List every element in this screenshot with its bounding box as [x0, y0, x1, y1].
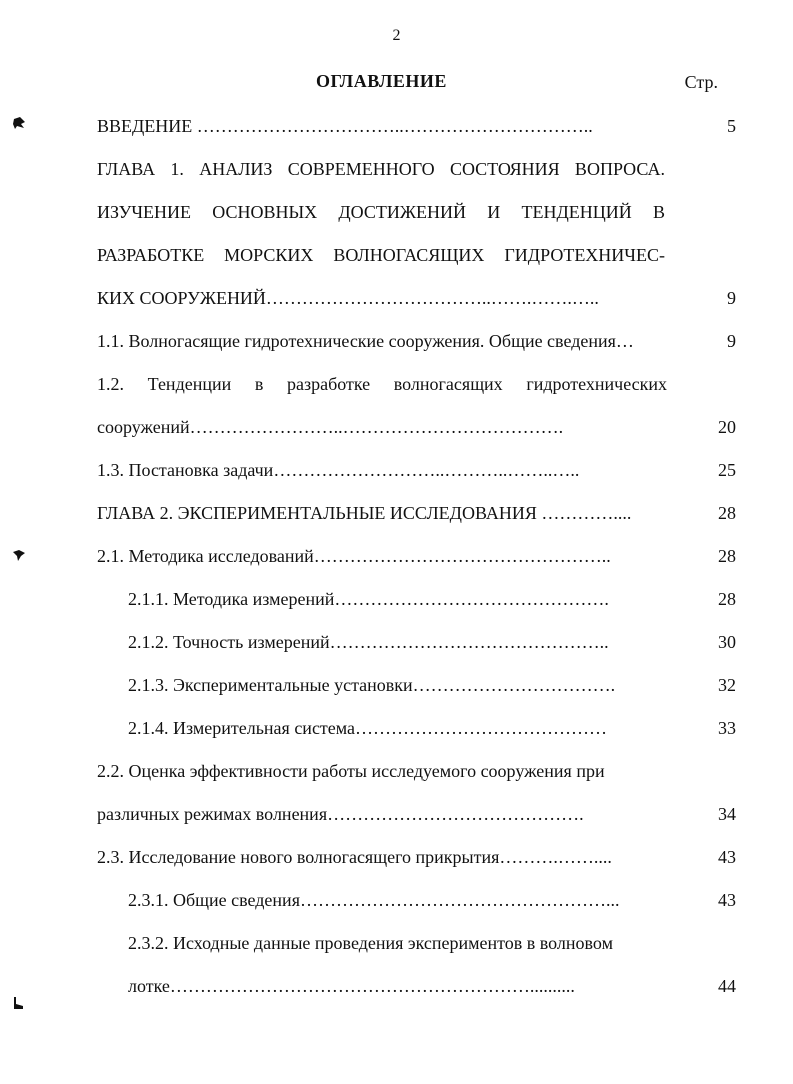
toc-line: 1.3. Постановка задачи………………………..………..……..…..: [97, 460, 580, 480]
toc-page: 9: [727, 288, 736, 308]
toc-page: 43: [718, 847, 736, 867]
toc-line: ВВЕДЕНИЕ ……………………………..…………………………..: [97, 116, 593, 136]
toc-line: различных режимах волнения…………………………………….: [97, 804, 584, 824]
toc-page: 30: [718, 632, 736, 652]
scan-mark-icon: [12, 548, 26, 562]
toc-line: лотке……………………………………………………..........: [128, 976, 575, 996]
toc-line: ГЛАВА 1. АНАЛИЗ СОВРЕМЕННОГО СОСТОЯНИЯ ВОПРОСА.: [97, 159, 665, 179]
toc-page: 20: [718, 417, 736, 437]
toc-line: ГЛАВА 2. ЭКСПЕРИМЕНТАЛЬНЫЕ ИССЛЕДОВАНИЯ …………....: [97, 503, 632, 523]
toc-line: 2.3.1. Общие сведения……………………………………………...: [128, 890, 620, 910]
toc-line: 2.2. Оценка эффективности работы исследуемого сооружения при: [97, 761, 605, 781]
scan-mark-icon: [12, 996, 26, 1010]
toc-page: 44: [718, 976, 736, 996]
toc-line: 1.1. Волногасящие гидротехнические сооружения. Общие сведения…: [97, 331, 634, 351]
toc-line: 2.3.2. Исходные данные проведения экспериментов в волновом: [128, 933, 613, 953]
toc-line: 2.1.1. Методика измерений……………………………………….: [128, 589, 609, 609]
scan-mark-icon: [12, 116, 26, 130]
toc-page: 9: [727, 331, 736, 351]
page-number: 2: [392, 27, 401, 44]
toc-page: 28: [718, 589, 736, 609]
toc-page: 28: [718, 503, 736, 523]
page-title: ОГЛАВЛЕНИЕ: [316, 71, 447, 91]
toc-line: ИЗУЧЕНИЕ ОСНОВНЫХ ДОСТИЖЕНИЙ И ТЕНДЕНЦИЙ В: [97, 202, 665, 222]
toc-line: сооружений……………………..……………………………….: [97, 417, 564, 437]
toc-page: 43: [718, 890, 736, 910]
toc-line: 2.1.4. Измерительная система……………………………………: [128, 718, 608, 738]
toc-line: 1.2. Тенденции в разработке волногасящих гидротехнических: [97, 374, 667, 394]
toc-page: 33: [718, 718, 736, 738]
toc-page: 32: [718, 675, 736, 695]
toc-line: РАЗРАБОТКЕ МОРСКИХ ВОЛНОГАСЯЩИХ ГИДРОТЕХНИЧЕС-: [97, 245, 665, 265]
toc-line: КИХ СООРУЖЕНИЙ………………………………..…….…….…..: [97, 288, 599, 308]
toc-page: 25: [718, 460, 736, 480]
toc-line: 2.1.3. Экспериментальные установки…………………………….: [128, 675, 616, 695]
toc-page: 5: [727, 116, 736, 136]
toc-line: 2.3. Исследование нового волногасящего прикрытия……….……....: [97, 847, 612, 867]
toc-line: 2.1.2. Точность измерений………………………………………..: [128, 632, 609, 652]
toc-line: 2.1. Методика исследований…………………………………………..: [97, 546, 611, 566]
toc-page: 34: [718, 804, 736, 824]
page-column-label: Стр.: [684, 72, 718, 92]
toc-page: 28: [718, 546, 736, 566]
